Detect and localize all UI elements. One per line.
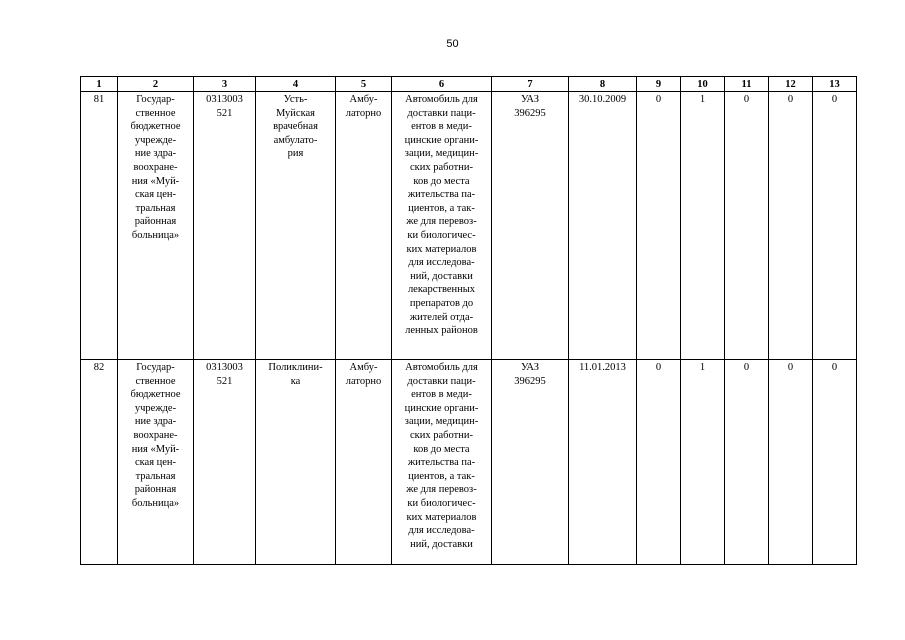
value-cell: 1 — [681, 360, 725, 565]
value-cell: 0 — [769, 92, 813, 360]
col-header: 12 — [769, 77, 813, 92]
value-cell: 0 — [813, 92, 857, 360]
unit-cell: Усть- Муйская врачебная амбулато- рия — [256, 92, 336, 360]
value-cell: 0 — [725, 360, 769, 565]
code-cell: 0313003 521 — [194, 92, 256, 360]
value-cell: 0 — [637, 360, 681, 565]
col-header: 11 — [725, 77, 769, 92]
col-header: 6 — [392, 77, 492, 92]
col-header: 8 — [569, 77, 637, 92]
table-row — [81, 360, 857, 565]
date-cell: 30.10.2009 — [569, 92, 637, 360]
value-cell: 0 — [725, 92, 769, 360]
vehicle-model-cell: УАЗ 396295 — [492, 92, 569, 360]
table-row — [81, 92, 857, 360]
col-header: 13 — [813, 77, 857, 92]
purpose-cell: Автомобиль для доставки паци- ентов в меди- цинские органи- зации, медицин- ских работни- ков до места жительства па- циентов, а так- же для перевоз- ки биологичес- ких материалов для исследова- ний, доставки лекарственных препаратов до жителей отда- ленных районов — [392, 92, 492, 360]
value-cell: 0 — [813, 360, 857, 565]
header-row — [81, 77, 857, 92]
col-header: 3 — [194, 77, 256, 92]
unit-cell: Поликлини- ка — [256, 360, 336, 565]
organization-cell: Государ- ственное бюджетное учрежде- ние здра- воохране- ния «Муй- ская цен- тральная районная больница» — [118, 92, 194, 360]
row-number-cell: 82 — [81, 360, 118, 565]
value-cell: 0 — [769, 360, 813, 565]
col-header: 1 — [81, 77, 118, 92]
col-header: 7 — [492, 77, 569, 92]
page-number: 50 — [446, 38, 459, 50]
col-header: 5 — [336, 77, 392, 92]
col-header: 9 — [637, 77, 681, 92]
purpose-cell: Автомобиль для доставки паци- ентов в меди- цинские органи- зации, медицин- ских работни- ков до места жительства па- циентов, а так- же для перевоз- ки биологичес- ких материалов для исследова- ний, доставки — [392, 360, 492, 565]
code-cell: 0313003 521 — [194, 360, 256, 565]
value-cell: 0 — [637, 92, 681, 360]
col-header: 2 — [118, 77, 194, 92]
vehicle-model-cell: УАЗ 396295 — [492, 360, 569, 565]
date-cell: 11.01.2013 — [569, 360, 637, 565]
vehicle-registry-table — [80, 76, 857, 565]
col-header: 10 — [681, 77, 725, 92]
value-cell: 1 — [681, 92, 725, 360]
col-header: 4 — [256, 77, 336, 92]
row-number-cell: 81 — [81, 92, 118, 360]
care-type-cell: Амбу- латорно — [336, 92, 392, 360]
organization-cell: Государ- ственное бюджетное учрежде- ние здра- воохране- ния «Муй- ская цен- тральная районная больница» — [118, 360, 194, 565]
care-type-cell: Амбу- латорно — [336, 360, 392, 565]
